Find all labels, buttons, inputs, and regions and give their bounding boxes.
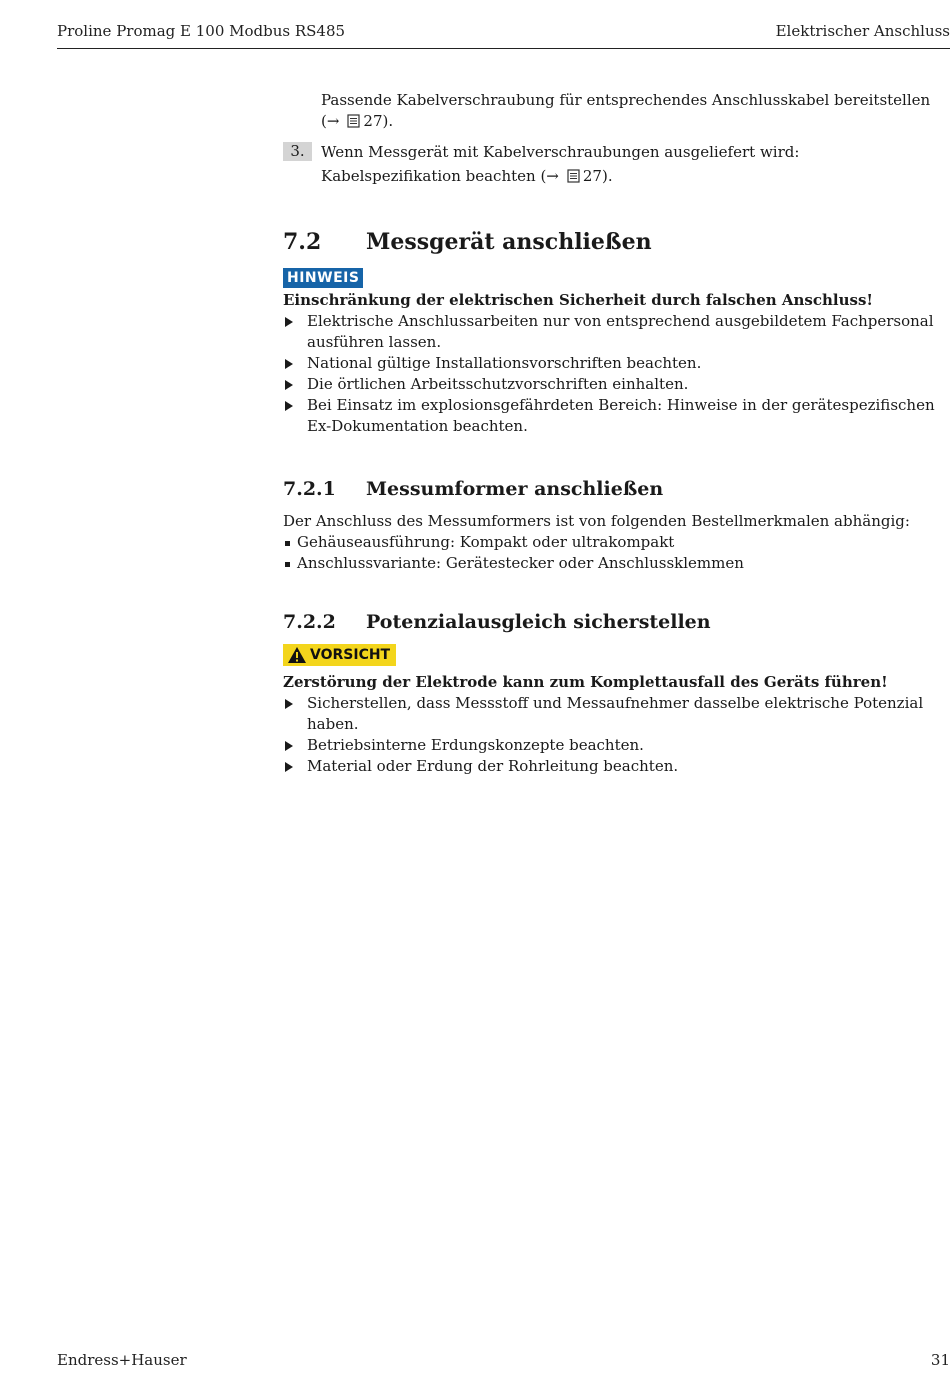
page-header <box>57 22 950 49</box>
triangle-right-icon <box>285 359 293 369</box>
notice-list <box>283 311 945 437</box>
step-2-text: Passende Kabelverschraubung für entsprechendes Anschlusskabel bereitstellen <box>321 91 931 109</box>
step-3 <box>283 142 945 189</box>
list-item: Elektrische Anschlussarbeiten nur von entsprechend ausgebildetem Fachpersonal ausführen lassen. <box>283 311 945 353</box>
header-document-title: Proline Promag E 100 Modbus RS485 <box>57 22 346 40</box>
order-feature-list <box>283 532 945 574</box>
list-item: National gültige Installationsvorschriften beachten. <box>283 353 945 374</box>
triangle-right-icon <box>285 317 293 327</box>
section-title: Potenzialausgleich sicherstellen <box>366 611 711 633</box>
triangle-right-icon <box>285 741 293 751</box>
list-item: Gehäuseausführung: Kompakt oder ultrakompakt <box>283 532 945 553</box>
triangle-right-icon <box>285 699 293 709</box>
step-3-line-2: Kabelspezifikation beachten (→ 27). <box>321 166 945 189</box>
page-number: 31 <box>930 1351 950 1369</box>
list-item: Bei Einsatz im explosionsgefährdeten Bereich: Hinweise in der gerätespezifischen Ex-Dokumentation beachten. <box>283 395 945 437</box>
step-2-continuation <box>283 90 945 134</box>
step-2-reference: (→ 27). <box>321 111 945 134</box>
warning-triangle-icon <box>287 646 307 664</box>
section-7-2-heading <box>283 229 945 255</box>
notice-title: Einschränkung der elektrischen Sicherheit durch falschen Anschluss! <box>283 291 873 309</box>
footer-brand: Endress+Hauser <box>57 1351 187 1369</box>
triangle-right-icon <box>285 401 293 411</box>
notice-block <box>283 267 945 437</box>
list-item: Die örtlichen Arbeitsschutzvorschriften einhalten. <box>283 374 945 395</box>
list-item: Material oder Erdung der Rohrleitung beachten. <box>283 756 945 777</box>
caution-badge: VORSICHT <box>283 644 396 666</box>
caution-list <box>283 693 945 777</box>
section-number: 7.2.2 <box>283 611 336 633</box>
section-number: 7.2.1 <box>283 478 336 500</box>
triangle-right-icon <box>285 380 293 390</box>
page-reference-link[interactable]: 27). <box>363 112 394 130</box>
header-chapter-title: Elektrischer Anschluss <box>775 22 950 40</box>
section-title: Messgerät anschließen <box>366 229 652 255</box>
page-reference-icon <box>567 168 580 189</box>
list-item: Betriebsinterne Erdungskonzepte beachten. <box>283 735 945 756</box>
page-reference-link[interactable]: 27). <box>582 167 613 185</box>
notice-badge: HINWEIS <box>283 268 363 288</box>
section-intro: Der Anschluss des Messumformers ist von folgenden Bestellmerkmalen abhängig: <box>283 512 910 530</box>
caution-title: Zerstörung der Elektrode kann zum Komplettausfall des Geräts führen! <box>283 673 888 691</box>
square-bullet-icon <box>285 562 290 567</box>
triangle-right-icon <box>285 762 293 772</box>
section-number: 7.2 <box>283 229 322 255</box>
page-content <box>283 90 945 777</box>
section-7-2-2-heading <box>283 610 945 634</box>
page-reference-icon <box>347 113 360 134</box>
section-title: Messumformer anschließen <box>366 478 664 500</box>
list-item: Anschlussvariante: Gerätestecker oder Anschlussklemmen <box>283 553 945 574</box>
list-item: Sicherstellen, dass Messstoff und Messaufnehmer dasselbe elektrische Potenzial haben. <box>283 693 945 735</box>
caution-block <box>283 644 945 777</box>
step-number: 3. <box>283 142 312 161</box>
step-3-line-1: Wenn Messgerät mit Kabelverschraubungen ausgeliefert wird: <box>321 143 800 161</box>
section-7-2-1-heading <box>283 477 945 501</box>
square-bullet-icon <box>285 541 290 546</box>
